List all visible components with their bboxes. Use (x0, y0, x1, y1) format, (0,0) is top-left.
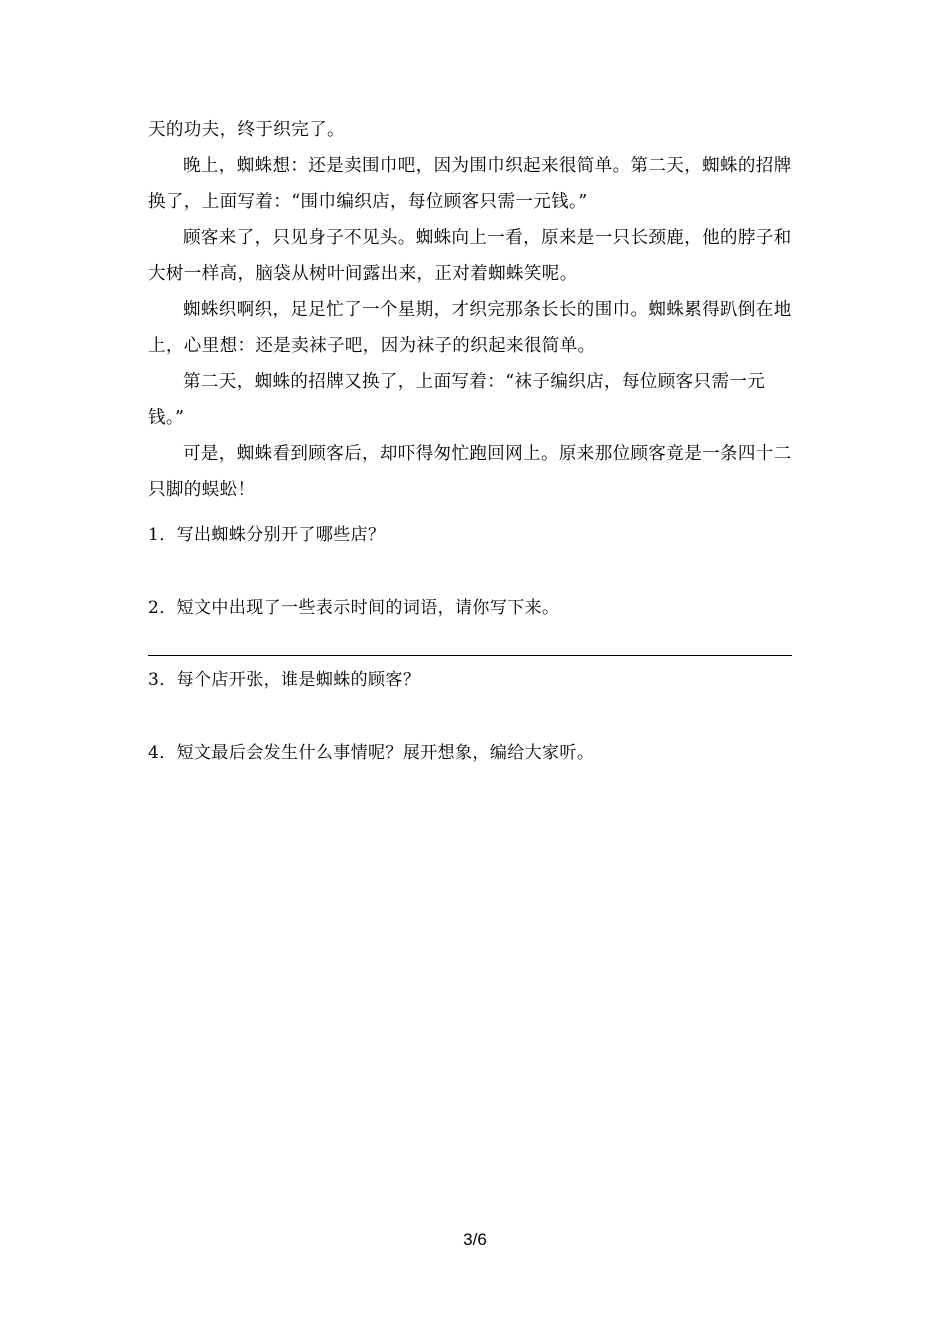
story-paragraph: 可是，蜘蛛看到顾客后，却吓得匆忙跑回网上。原来那位顾客竟是一条四十二只脚的蜈蚣！ (148, 444, 792, 500)
story-paragraph: 第二天，蜘蛛的招牌又换了，上面写着：“袜子编织店，每位顾客只需一元钱。” (148, 372, 766, 428)
question-3: 3．每个店开张，谁是蜘蛛的顾客？ (148, 670, 421, 690)
story-text (148, 112, 792, 508)
story-paragraph: 蜘蛛织啊织，足足忙了一个星期，才织完那条长长的围巾。蜘蛛累得趴倒在地上，心里想：还是卖袜子吧，因为袜子的织起来很简单。 (148, 300, 792, 356)
story-paragraph: 晚上，蜘蛛想：还是卖围巾吧，因为围巾织起来很简单。第二天，蜘蛛的招牌换了，上面写着：“围巾编织店，每位顾客只需一元钱。” (148, 156, 792, 212)
question-1: 1．写出蜘蛛分别开了哪些店？ (148, 525, 386, 545)
answer-line[interactable] (148, 655, 792, 656)
question-2: 2．短文中出现了一些表示时间的词语，请你写下来。 (148, 598, 560, 618)
story-paragraph: 顾客来了，只见身子不见头。蜘蛛向上一看，原来是一只长颈鹿，他的脖子和大树一样高，脑袋从树叶间露出来，正对着蜘蛛笑呢。 (148, 228, 792, 284)
page-number: 3/6 (463, 1230, 487, 1249)
question-4: 4．短文最后会发生什么事情呢？展开想象，编给大家听。 (148, 743, 595, 763)
story-paragraph: 天的功夫，终于织完了。 (148, 120, 345, 140)
